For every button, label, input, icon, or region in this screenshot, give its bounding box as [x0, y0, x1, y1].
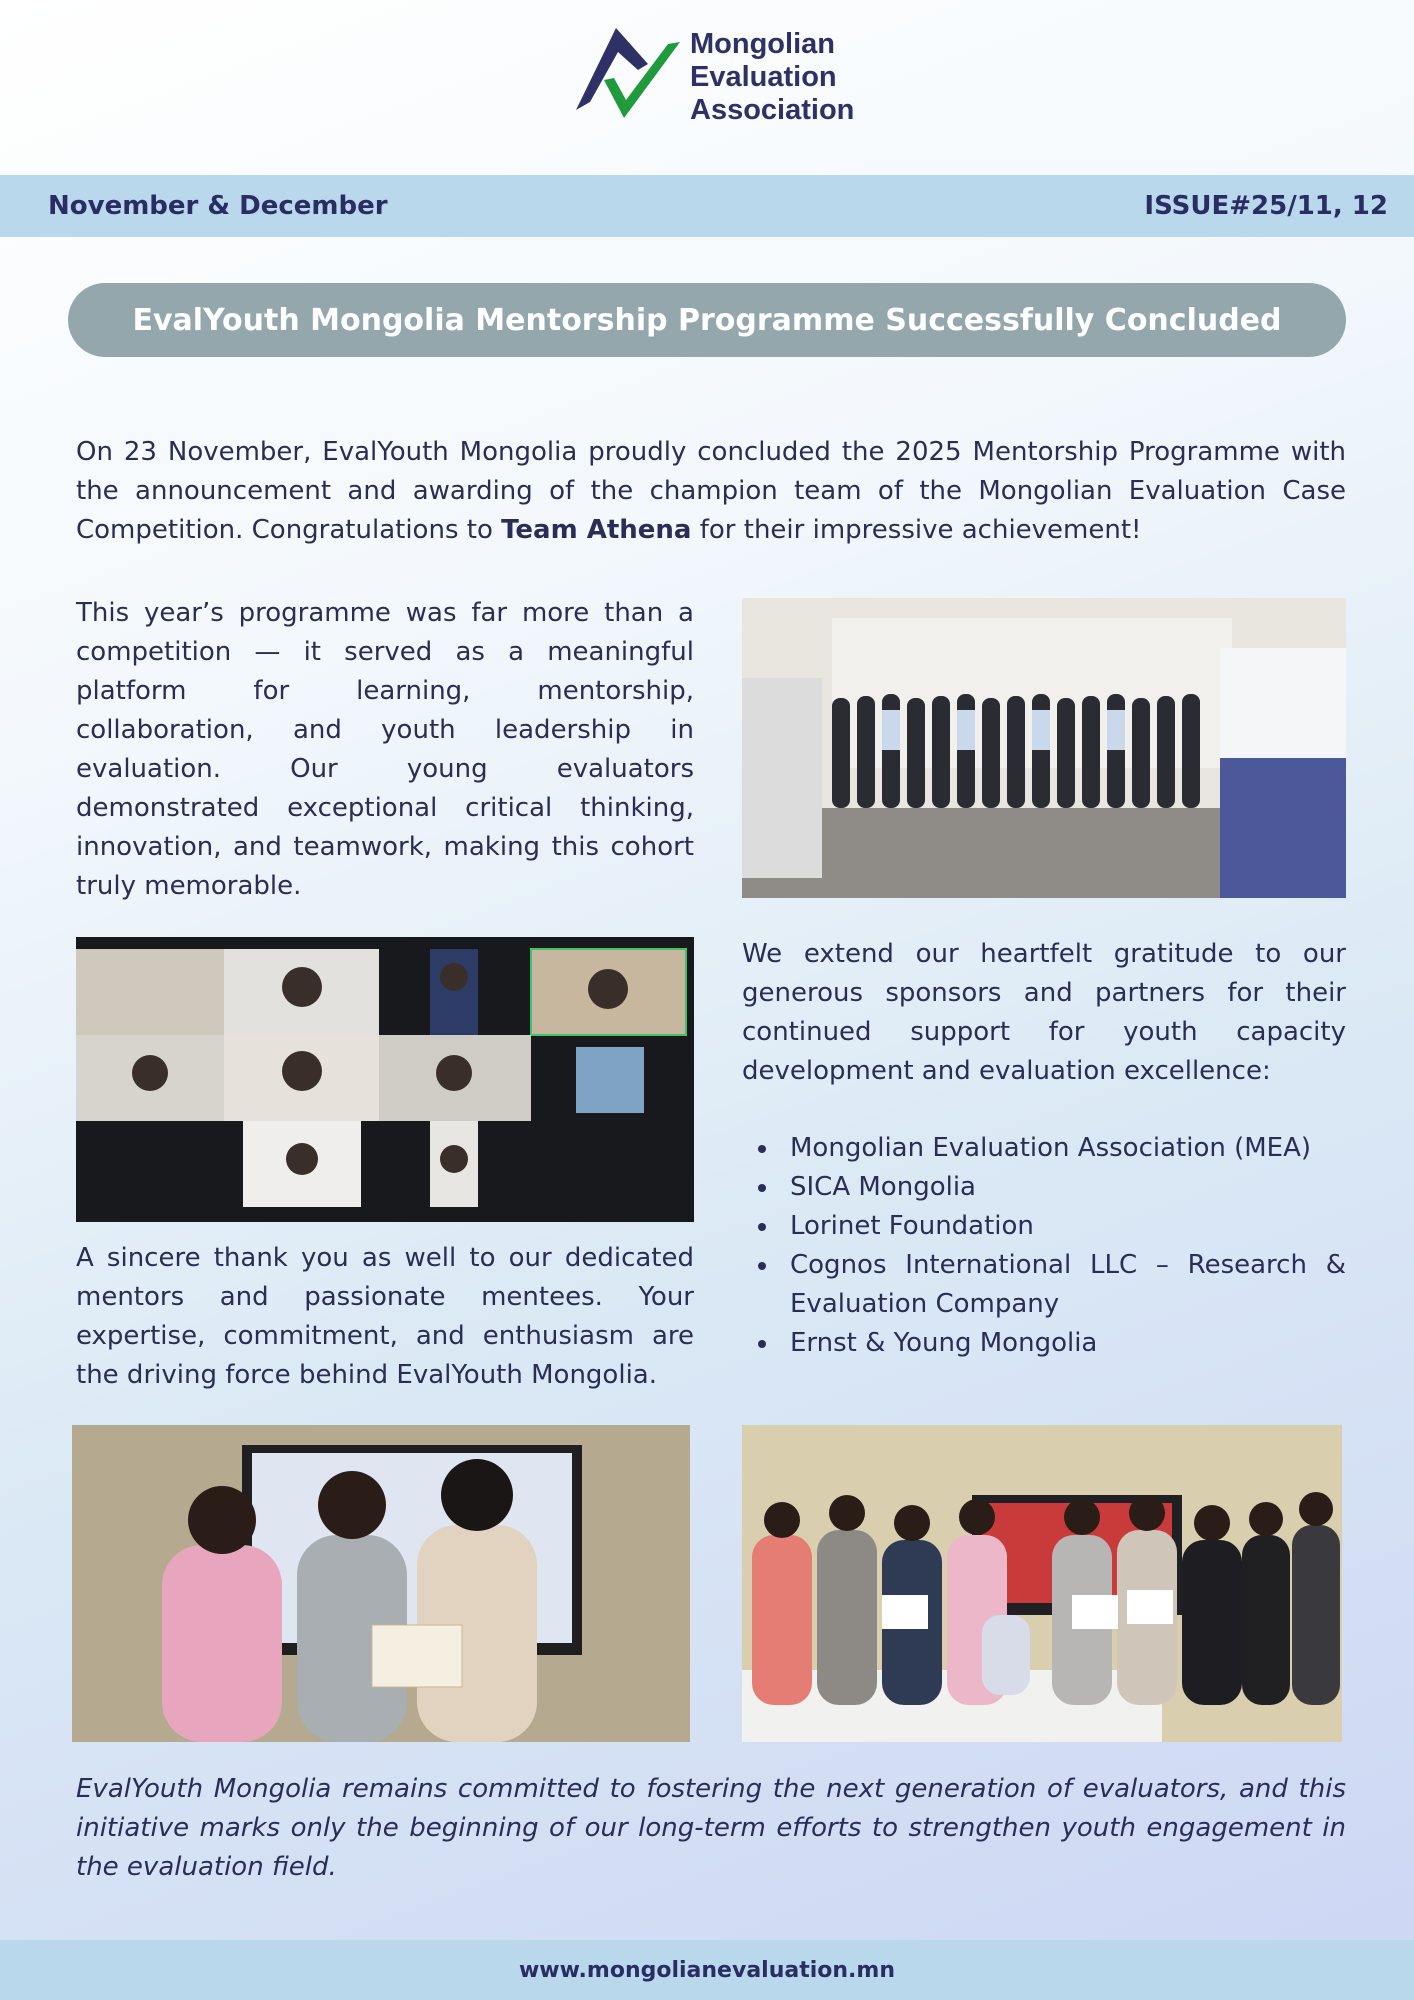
sponsor-item: Mongolian Evaluation Association (MEA)	[742, 1129, 1346, 1168]
intro-text-before: On 23 November, EvalYouth Mongolia proudly concluded the 2025 Mentorship Programme with the announcement and awarding of the champion team of the Mongolian Evaluation Case Competition. Congratulations to	[76, 437, 1346, 545]
headline-title: EvalYouth Mongolia Mentorship Programme Successfully Concluded	[132, 302, 1282, 338]
sponsor-list	[742, 1129, 1346, 1363]
online-meeting-screenshot	[76, 937, 694, 1222]
programme-paragraph: This year’s programme was far more than a competition — it served as a meaningful platform for learning, mentorship, collaboration, and youth leadership in evaluation. Our young evaluators demonstrated exceptional critical thinking, innovation, and teamwork, making this cohort truly memorable.	[76, 598, 694, 901]
team-name: Team Athena	[501, 515, 692, 545]
thanks-paragraph: A sincere thank you as well to our dedicated mentors and passionate mentees. Your expertise, commitment, and enthusiasm are the driving force behind EvalYouth Mongolia.	[76, 1243, 694, 1390]
logo-line-3: Association	[690, 93, 855, 126]
website-link[interactable]: www.mongolianevaluation.mn	[518, 1957, 895, 1983]
group-photo	[742, 598, 1346, 898]
issue-bar	[0, 175, 1414, 237]
mea-logo	[568, 22, 868, 132]
sponsor-item: Lorinet Foundation	[742, 1207, 1346, 1246]
gratitude-paragraph: We extend our heartfelt gratitude to our generous sponsors and partners for their continued support for youth capacity development and evaluation excellence:	[742, 939, 1346, 1086]
intro-text-after: for their impressive achievement!	[691, 515, 1142, 545]
sponsor-item: Cognos International LLC – Research & Evaluation Company	[742, 1246, 1346, 1324]
footer-bar	[0, 1940, 1414, 2000]
headline-banner	[68, 283, 1346, 357]
intro-paragraph	[76, 433, 1346, 550]
winners-photo	[72, 1425, 690, 1742]
sponsor-item: Ernst & Young Mongolia	[742, 1324, 1346, 1363]
logo-line-1: Mongolian	[690, 27, 835, 60]
closing-paragraph: EvalYouth Mongolia remains committed to fostering the next generation of evaluators, and this initiative marks only the beginning of our long-term efforts to strengthen youth engagement in the evaluation field.	[76, 1774, 1346, 1882]
logo-line-2: Evaluation	[690, 60, 837, 93]
issue-number: ISSUE#25/11, 12	[1144, 191, 1388, 221]
sponsor-item: SICA Mongolia	[742, 1168, 1346, 1207]
mea-logo-icon	[568, 22, 686, 132]
issue-period: November & December	[48, 191, 388, 221]
certificates-photo	[742, 1425, 1342, 1742]
logo-wordmark	[690, 28, 854, 127]
